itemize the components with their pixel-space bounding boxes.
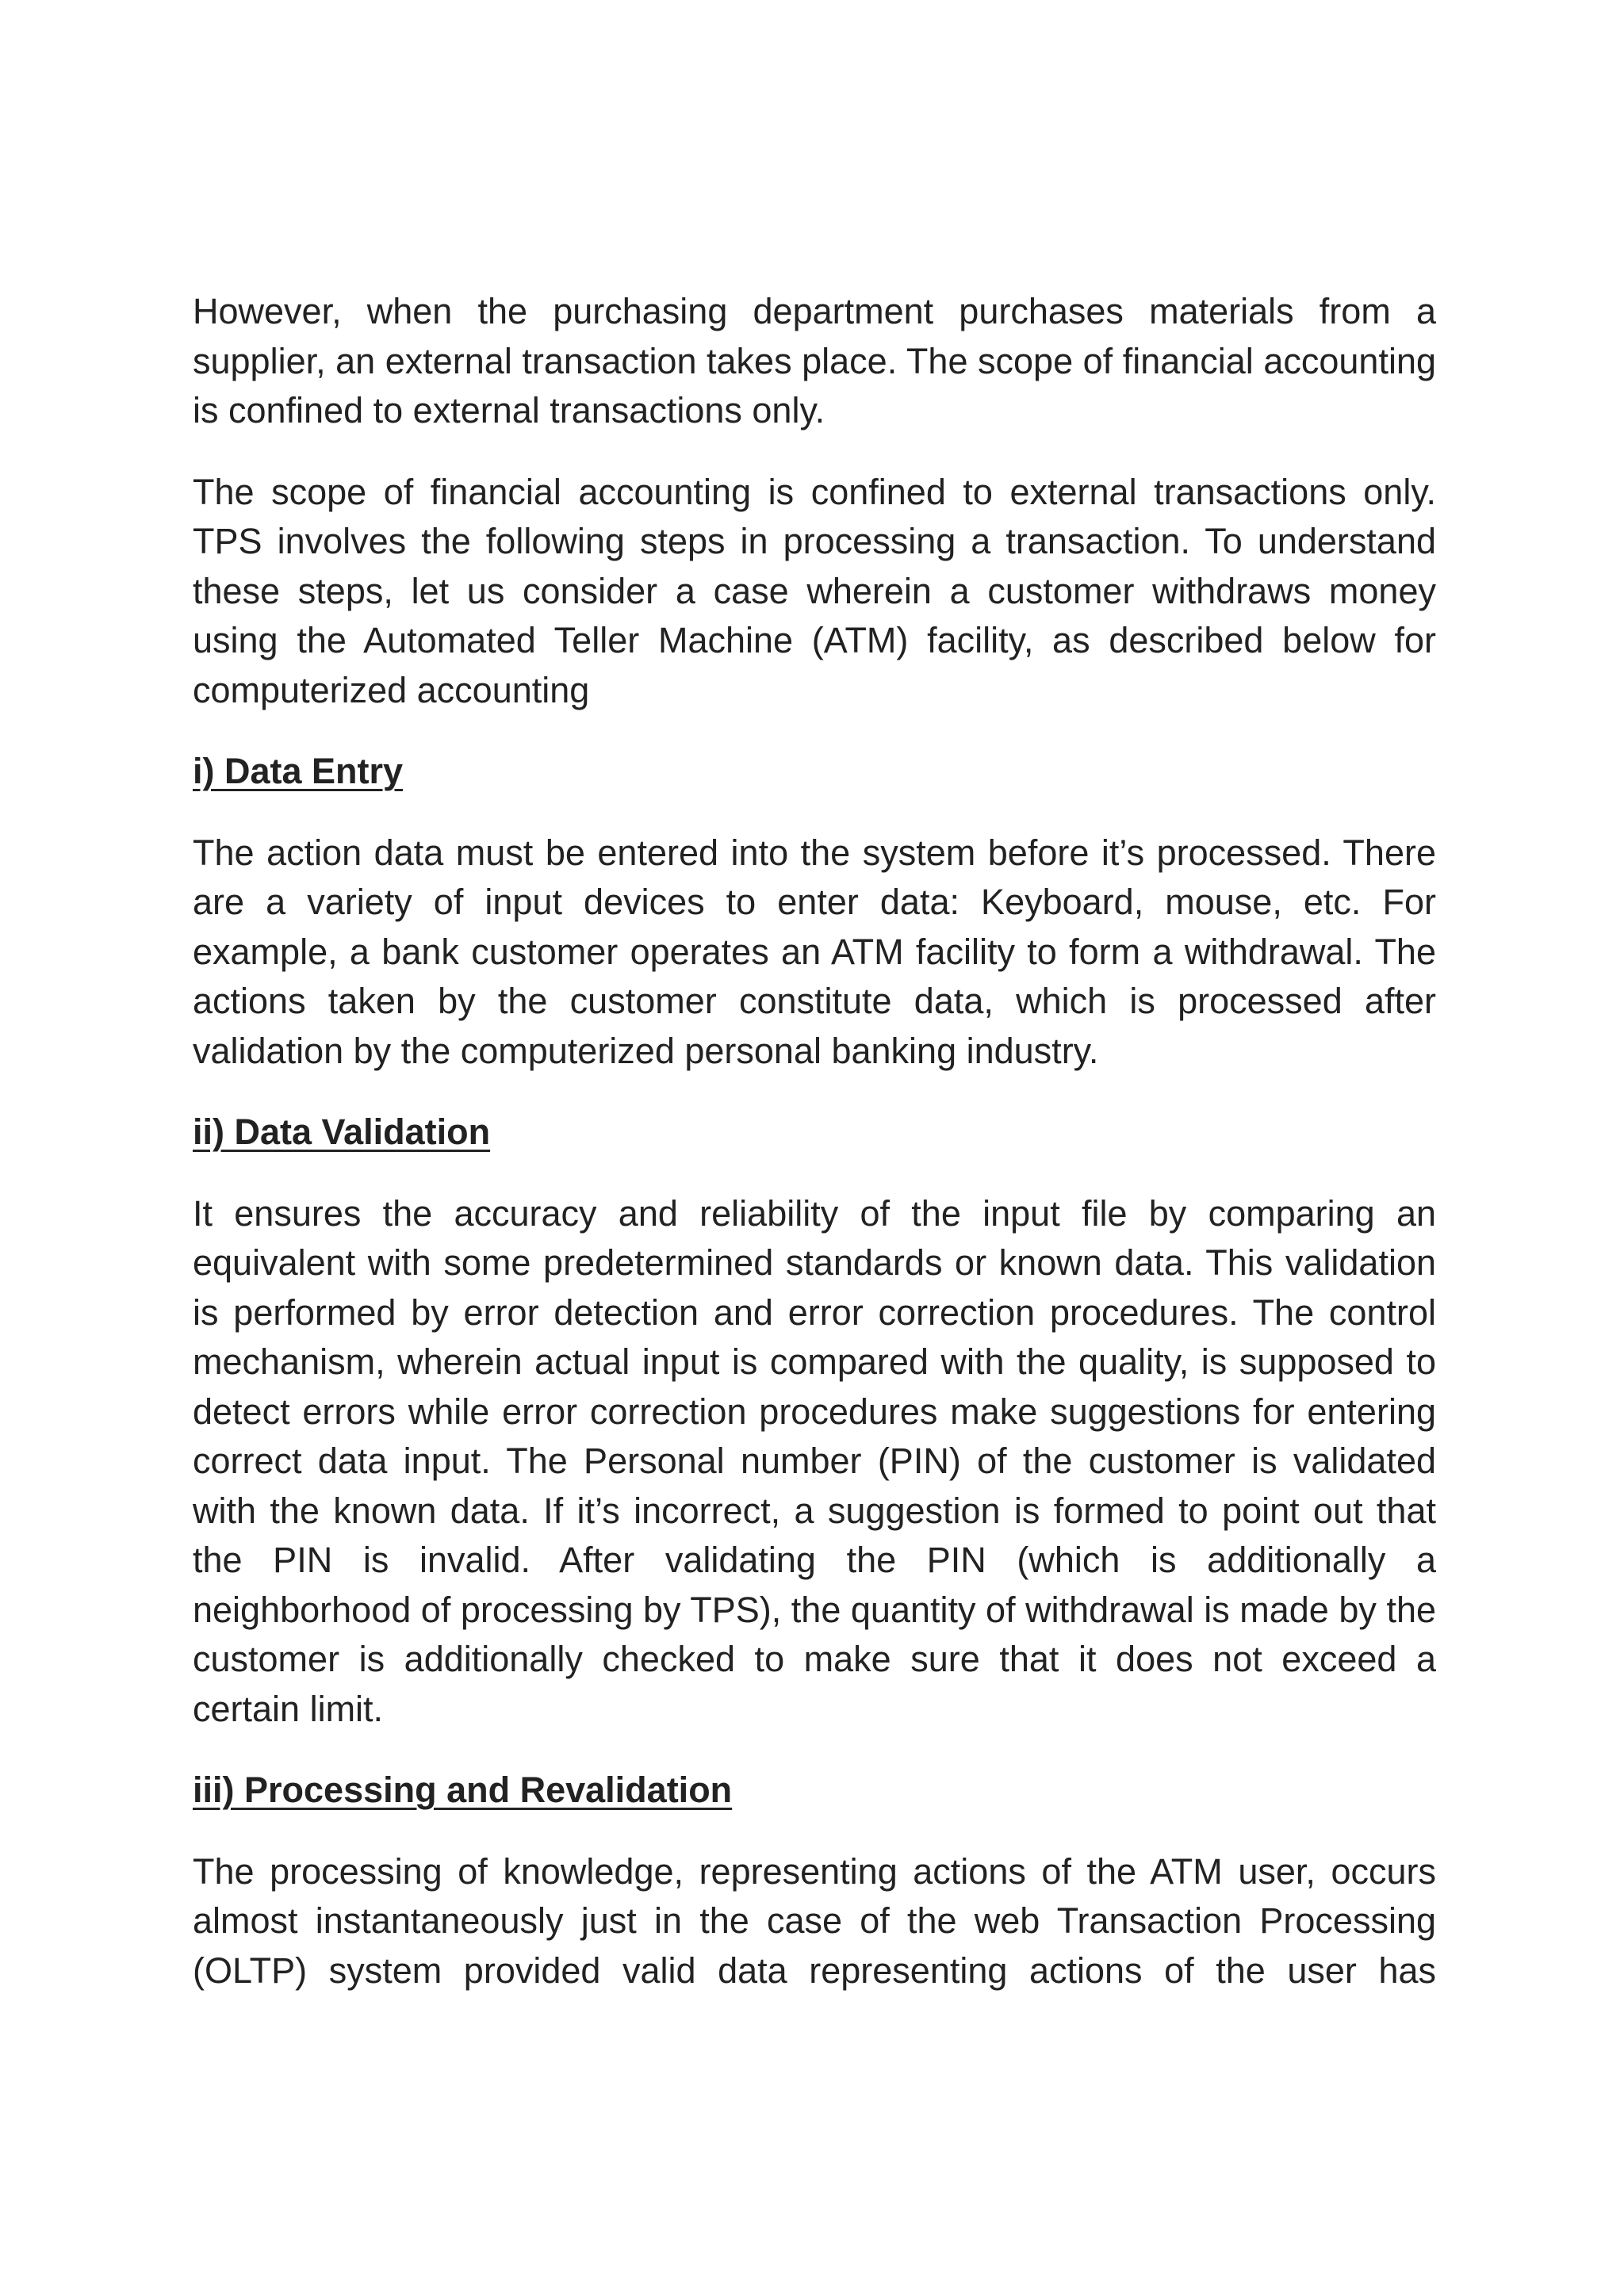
section-heading-data-validation: ii) Data Validation [193,1112,491,1152]
section-data-validation [193,1108,1436,1734]
section-heading-data-entry: i) Data Entry [193,751,404,791]
section-body-data-entry: The action data must be entered into the system before it’s processed. There are a variety of input devices to enter data: Keyboard, mouse, etc. For example, a bank customer operates an ATM facility to form a withdrawal. The actions taken by the customer constitute data, which is processed after validation by the computerized personal banking industry. [193,832,1436,1071]
document-content [193,287,1436,1996]
section-data-entry [193,747,1436,1076]
section-body-processing-revalidation: The processing of knowledge, representing actions of the ATM user, occurs almost instantaneously just in the case of the web Transaction Processing (OLTP) system provided valid data representing actions of the user has [193,1850,1436,1991]
paragraph-tps-steps: The scope of financial accounting is confined to external transactions only. TPS involves the following steps in processing a transaction. To understand these steps, let us consider a case wherein a customer withdraws money using the Automated Teller Machine (ATM) facility, as described below for computerized accounting [193,471,1436,710]
section-processing-revalidation [193,1766,1436,1996]
section-body-data-validation: It ensures the accuracy and reliability of the input file by comparing an equivalent with some predetermined standards or known data. This validation is performed by error detection and error correction procedures. The control mechanism, wherein actual input is compared with the quality, is supposed to detect errors while error correction procedures make suggestions for entering correct data input. The Personal number (PIN) of the customer is validated with the known data. If it’s incorrect, a suggestion is formed to point out that the PIN is invalid. After validating the PIN (which is additionally a neighborhood of processing by TPS), the quantity of withdrawal is made by the customer is additionally checked to make sure that it does not exceed a certain limit. [193,1192,1436,1729]
section-heading-processing-revalidation: iii) Processing and Revalidation [193,1770,733,1810]
paragraph-external-transaction: However, when the purchasing department purchases materials from a supplier, an external transaction takes place. The scope of financial accounting is confined to external transactions only. [193,291,1436,430]
